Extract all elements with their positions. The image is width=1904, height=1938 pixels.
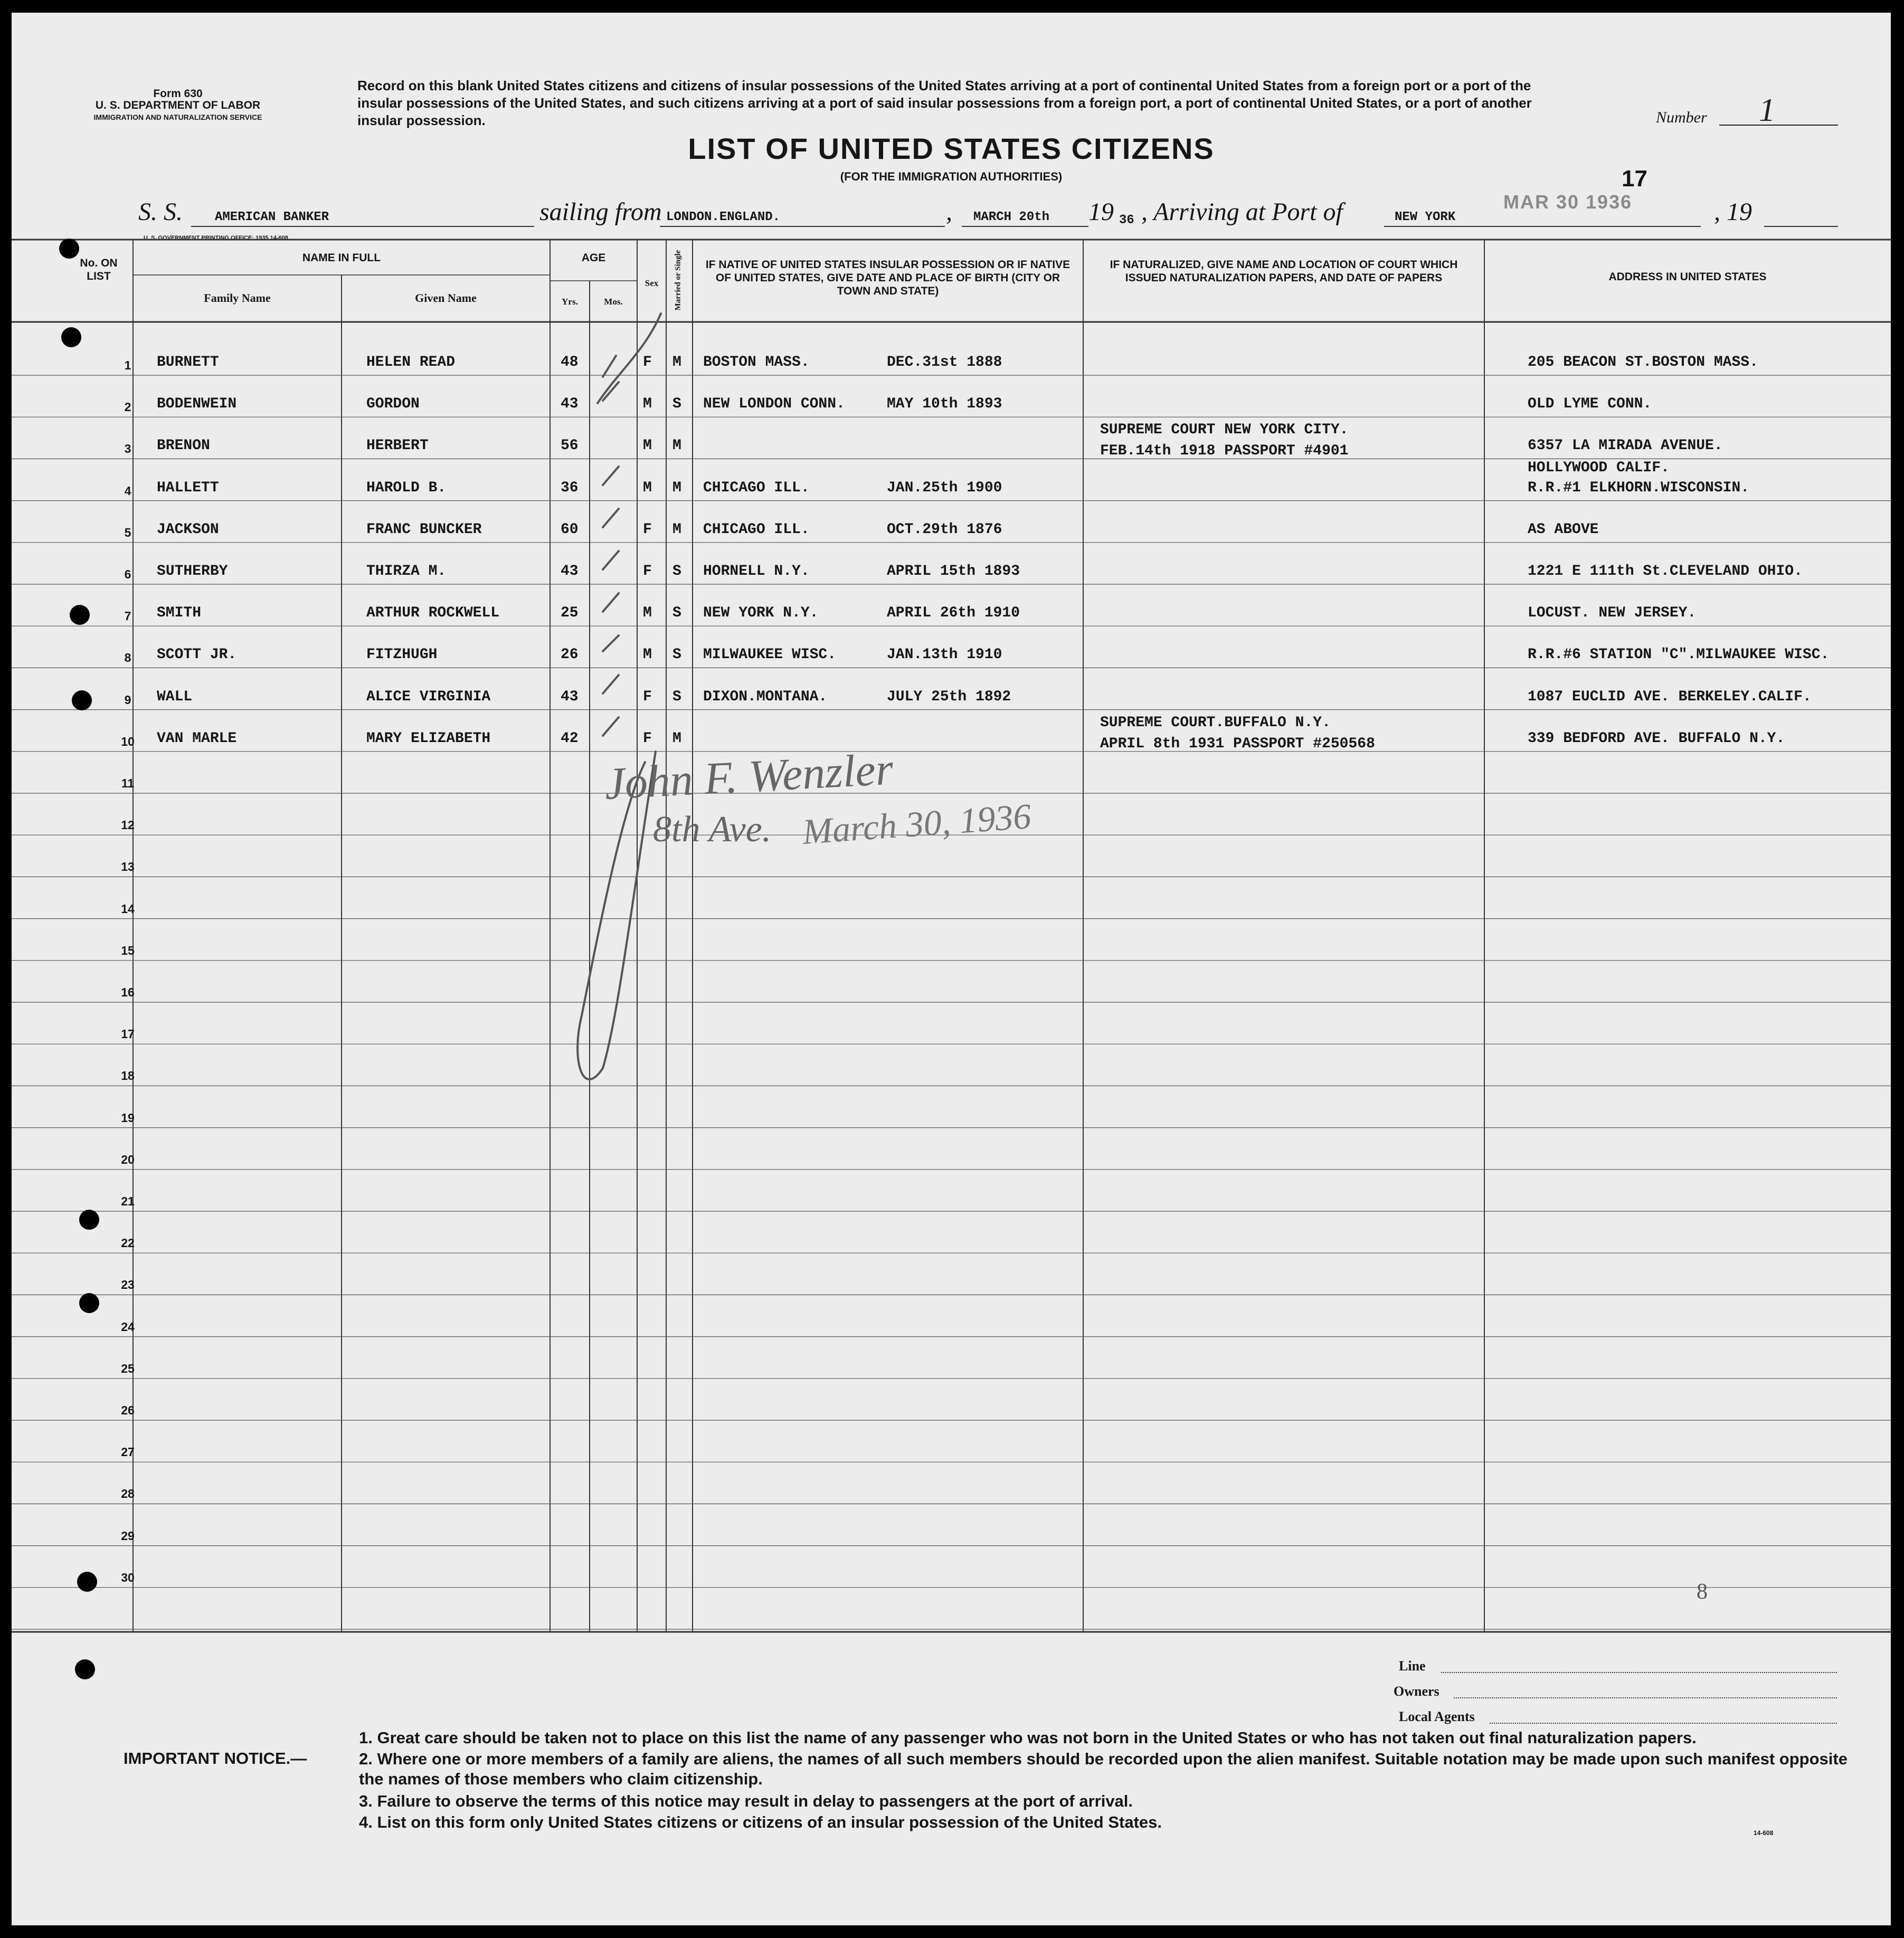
address: 6357 LA MIRADA AVENUE. bbox=[1528, 438, 1723, 454]
binder-hole bbox=[61, 327, 81, 347]
birth-date: OCT.29th 1876 bbox=[887, 521, 1002, 538]
sex: M bbox=[643, 647, 652, 663]
birth-date: DEC.31st 1888 bbox=[887, 354, 1002, 370]
col-header-address: ADDRESS IN UNITED STATES bbox=[1608, 271, 1767, 283]
age-years: 25 bbox=[561, 605, 579, 622]
address: AS ABOVE bbox=[1528, 521, 1599, 538]
age-years: 26 bbox=[561, 647, 579, 663]
sailing-label: sailing from bbox=[539, 198, 662, 226]
birth-place: NEW YORK N.Y. bbox=[703, 605, 819, 622]
col-header-insular: IF NATIVE OF UNITED STATES INSULAR POSSESSION OR IF NATIVE OF UNITED STATES, GIVE DATE AND PLACE OF BIRTH (CITY OR TOWN AND STATE) bbox=[705, 259, 1071, 297]
col-header-yrs: Yrs. bbox=[562, 297, 578, 307]
signature-date: March 30, 1936 bbox=[801, 795, 1032, 852]
age-years: 43 bbox=[561, 563, 579, 580]
birth-place: MILWAUKEE WISC. bbox=[703, 647, 837, 663]
birth-place: DIXON.MONTANA. bbox=[703, 688, 828, 705]
row-number: 26 bbox=[121, 1403, 135, 1417]
year-suffix: 36 bbox=[1119, 213, 1134, 227]
notice-1: 1. Great care should be taken not to place on this list the name of any passenger who was not born in the United States or who has not taken out final naturalization papers. bbox=[359, 1728, 1697, 1747]
comma: , bbox=[946, 198, 952, 226]
sex: M bbox=[643, 396, 652, 413]
signature-overlay bbox=[12, 13, 1891, 1925]
marital-status: S bbox=[672, 688, 681, 705]
number-label: Number bbox=[1656, 109, 1707, 126]
row-number: 3 bbox=[124, 442, 131, 456]
row-number: 11 bbox=[121, 776, 135, 790]
row-number: 2 bbox=[124, 400, 131, 414]
printer-note: U. S. GOVERNMENT PRINTING OFFICE: 1935 14-608 bbox=[144, 235, 288, 241]
sex: M bbox=[643, 479, 652, 496]
sex: F bbox=[643, 688, 652, 705]
row-number: 4 bbox=[124, 483, 131, 498]
marital-status: S bbox=[672, 563, 681, 580]
row-number: 13 bbox=[121, 860, 135, 874]
row-number: 21 bbox=[121, 1194, 135, 1208]
col-header-name-in-full: NAME IN FULL bbox=[302, 252, 381, 264]
col-header-sex: Sex bbox=[645, 278, 659, 288]
given-name: FITZHUGH bbox=[366, 647, 438, 663]
marital-status: M bbox=[672, 354, 681, 370]
family-name: SCOTT JR. bbox=[157, 647, 237, 663]
row-number: 7 bbox=[124, 609, 131, 623]
binder-hole bbox=[72, 690, 92, 710]
marital-status: S bbox=[672, 647, 681, 663]
family-name: BODENWEIN bbox=[157, 396, 237, 413]
row-number: 12 bbox=[121, 818, 135, 832]
marital-status: M bbox=[672, 438, 681, 454]
family-name: JACKSON bbox=[157, 521, 219, 538]
address: 1221 E 111th St.CLEVELAND OHIO. bbox=[1528, 563, 1803, 580]
sex: F bbox=[643, 730, 652, 747]
age-years: 43 bbox=[561, 688, 579, 705]
address: R.R.#1 ELKHORN.WISCONSIN. bbox=[1528, 479, 1750, 496]
binder-hole bbox=[79, 1293, 99, 1313]
service-name: IMMIGRATION AND NATURALIZATION SERVICE bbox=[93, 113, 262, 121]
address: 339 BEDFORD AVE. BUFFALO N.Y. bbox=[1528, 730, 1785, 747]
row-number: 23 bbox=[121, 1278, 135, 1292]
family-name: SUTHERBY bbox=[157, 563, 228, 580]
ss-label: S. S. bbox=[138, 198, 183, 226]
given-name: HERBERT bbox=[366, 438, 429, 454]
marital-status: S bbox=[672, 396, 681, 413]
row-number: 30 bbox=[121, 1570, 135, 1584]
notice-3: 3. Failure to observe the terms of this notice may result in delay to passengers at the port of arrival. bbox=[359, 1792, 1133, 1810]
address: 205 BEACON ST.BOSTON MASS. bbox=[1528, 354, 1758, 370]
port-from: LONDON.ENGLAND. bbox=[666, 210, 781, 224]
binder-hole bbox=[79, 1210, 99, 1230]
page-title: LIST OF UNITED STATES CITIZENS bbox=[688, 132, 1215, 165]
age-years: 48 bbox=[561, 354, 579, 370]
age-years: 43 bbox=[561, 396, 579, 413]
birth-date: JAN.25th 1900 bbox=[887, 479, 1002, 496]
marital-status: S bbox=[672, 605, 681, 622]
given-name: HELEN READ bbox=[366, 354, 456, 370]
binder-hole bbox=[75, 1659, 95, 1679]
family-name: BRENON bbox=[157, 438, 210, 454]
birth-place: NEW LONDON CONN. bbox=[703, 396, 845, 413]
family-name: SMITH bbox=[157, 605, 202, 622]
line-field bbox=[1441, 1672, 1837, 1673]
row-number: 8 bbox=[124, 651, 131, 665]
agents-label: Local Agents bbox=[1399, 1709, 1475, 1724]
col-header-family: Family Name bbox=[204, 291, 271, 305]
given-name: MARY ELIZABETH bbox=[366, 730, 491, 747]
birth-date: JAN.13th 1910 bbox=[887, 647, 1002, 663]
owners-field bbox=[1454, 1697, 1837, 1698]
signature-name: John F. Wenzler bbox=[603, 743, 895, 809]
address: OLD LYME CONN. bbox=[1528, 396, 1652, 413]
age-years: 56 bbox=[561, 438, 579, 454]
number-value: 1 bbox=[1759, 92, 1775, 128]
row-number: 1 bbox=[124, 358, 131, 372]
row-number: 20 bbox=[121, 1152, 135, 1166]
row-number: 10 bbox=[121, 734, 135, 748]
col-header-no: No. ON LIST bbox=[80, 257, 118, 282]
intro-instructions: Record on this blank United States citizens and citizens of insular possessions of the United States arriving at a port of continental United States from a foreign port or a port of the insular possessions of the United States, and such citizens arriving at a port of said insular possessions from a foreign port, a port of continental United States, or a port of another insular possession. bbox=[357, 78, 1532, 128]
col-header-mos: Mos. bbox=[604, 297, 623, 307]
signature-address: 8th Ave. bbox=[653, 809, 772, 850]
given-name: HAROLD B. bbox=[366, 479, 447, 496]
notice-4: 4. List on this form only United States citizens or citizens of an insular possession of the United States. bbox=[359, 1813, 1162, 1831]
line-label: Line bbox=[1399, 1658, 1426, 1674]
address-line-2: HOLLYWOOD CALIF. bbox=[1528, 460, 1670, 477]
birth-date: MAY 10th 1893 bbox=[887, 396, 1002, 413]
birth-date: JULY 25th 1892 bbox=[887, 688, 1011, 705]
age-years: 60 bbox=[561, 521, 579, 538]
marital-status: M bbox=[672, 730, 681, 747]
birth-place: BOSTON MASS. bbox=[703, 354, 810, 370]
family-name: BURNETT bbox=[157, 354, 219, 370]
sex: M bbox=[643, 438, 652, 454]
sailing-date: MARCH 20th bbox=[973, 210, 1050, 224]
page-number: 17 bbox=[1622, 166, 1647, 192]
row-number: 22 bbox=[121, 1236, 135, 1250]
naturalization-date: APRIL 8th 1931 PASSPORT #250568 bbox=[1100, 735, 1375, 752]
notice-2: 2. Where one or more members of a family are aliens, the names of all such members should be recorded upon the alien manifest. Suitable notation may be made upon such manifest opposite the names of those members who claim citizenship. bbox=[359, 1750, 1848, 1788]
col-header-given: Given Name bbox=[415, 291, 477, 305]
row-number: 29 bbox=[121, 1528, 135, 1543]
row-number: 17 bbox=[121, 1027, 135, 1041]
sex: F bbox=[643, 521, 652, 538]
col-header-age: AGE bbox=[581, 252, 606, 264]
row-number: 9 bbox=[124, 692, 131, 707]
owners-label: Owners bbox=[1394, 1684, 1439, 1699]
address: 1087 EUCLID AVE. BERKELEY.CALIF. bbox=[1528, 688, 1812, 705]
naturalization-court: SUPREME COURT NEW YORK CITY. bbox=[1100, 422, 1349, 439]
row-number: 15 bbox=[121, 943, 135, 957]
col-header-naturalized: IF NATURALIZED, GIVE NAME AND LOCATION OF COURT WHICH ISSUED NATURALIZATION PAPERS, AND DATE OF PAPERS bbox=[1110, 259, 1458, 284]
binder-hole bbox=[59, 239, 79, 259]
row-number: 16 bbox=[121, 985, 135, 999]
sex: M bbox=[643, 605, 652, 622]
birth-place: CHICAGO ILL. bbox=[703, 521, 810, 538]
row-number: 18 bbox=[121, 1069, 135, 1083]
birth-date: APRIL 15th 1893 bbox=[887, 563, 1020, 580]
marital-status: M bbox=[672, 521, 681, 538]
row-number: 19 bbox=[121, 1110, 135, 1125]
row-number: 25 bbox=[121, 1361, 135, 1375]
page-subtitle: (FOR THE IMMIGRATION AUTHORITIES) bbox=[840, 170, 1063, 183]
ship-name: AMERICAN BANKER bbox=[215, 210, 329, 224]
age-years: 36 bbox=[561, 479, 579, 496]
arrival-date-stamp: MAR 30 1936 bbox=[1503, 191, 1633, 213]
given-name: THIRZA M. bbox=[366, 563, 447, 580]
arriving-label: , Arriving at Port of bbox=[1141, 198, 1343, 226]
binder-hole bbox=[77, 1572, 97, 1592]
birth-date: APRIL 26th 1910 bbox=[887, 605, 1020, 622]
year2-prefix: , 19 bbox=[1714, 198, 1752, 226]
row-number: 14 bbox=[121, 901, 135, 916]
birth-place: HORNELL N.Y. bbox=[703, 563, 810, 580]
agents-field bbox=[1490, 1723, 1837, 1724]
age-years: 42 bbox=[561, 730, 579, 747]
row-number: 28 bbox=[121, 1487, 135, 1501]
port-to: NEW YORK bbox=[1395, 210, 1456, 224]
naturalization-date: FEB.14th 1918 PASSPORT #4901 bbox=[1100, 443, 1349, 460]
binder-hole bbox=[70, 605, 90, 625]
given-name: GORDON bbox=[366, 396, 420, 413]
naturalization-court: SUPREME COURT.BUFFALO N.Y. bbox=[1100, 714, 1331, 731]
form-number: Form 630 bbox=[153, 88, 203, 100]
given-name: ALICE VIRGINIA bbox=[366, 688, 491, 705]
given-name: FRANC BUNCKER bbox=[366, 521, 482, 538]
bottom-code: 14-608 bbox=[1754, 1829, 1774, 1837]
sex: F bbox=[643, 563, 652, 580]
address: LOCUST. NEW JERSEY. bbox=[1528, 605, 1697, 622]
address: R.R.#6 STATION "C".MILWAUKEE WISC. bbox=[1528, 647, 1830, 663]
page-mark: 8 bbox=[1697, 1580, 1708, 1604]
year-prefix: 19 bbox=[1088, 198, 1114, 226]
birth-place: CHICAGO ILL. bbox=[703, 479, 810, 496]
col-header-married: Married or Single bbox=[674, 250, 683, 311]
row-number: 24 bbox=[121, 1319, 135, 1334]
sex: F bbox=[643, 354, 652, 370]
family-name: VAN MARLE bbox=[157, 730, 237, 747]
row-number: 27 bbox=[121, 1445, 135, 1459]
family-name: HALLETT bbox=[157, 479, 219, 496]
manifest-page bbox=[12, 13, 1891, 1925]
given-name: ARTHUR ROCKWELL bbox=[366, 605, 500, 622]
row-number: 6 bbox=[124, 567, 131, 581]
marital-status: M bbox=[672, 479, 681, 496]
family-name: WALL bbox=[157, 688, 193, 705]
department-name: U. S. DEPARTMENT OF LABOR bbox=[95, 99, 261, 111]
row-number: 5 bbox=[124, 525, 131, 539]
notice-heading: IMPORTANT NOTICE.— bbox=[124, 1749, 307, 1768]
